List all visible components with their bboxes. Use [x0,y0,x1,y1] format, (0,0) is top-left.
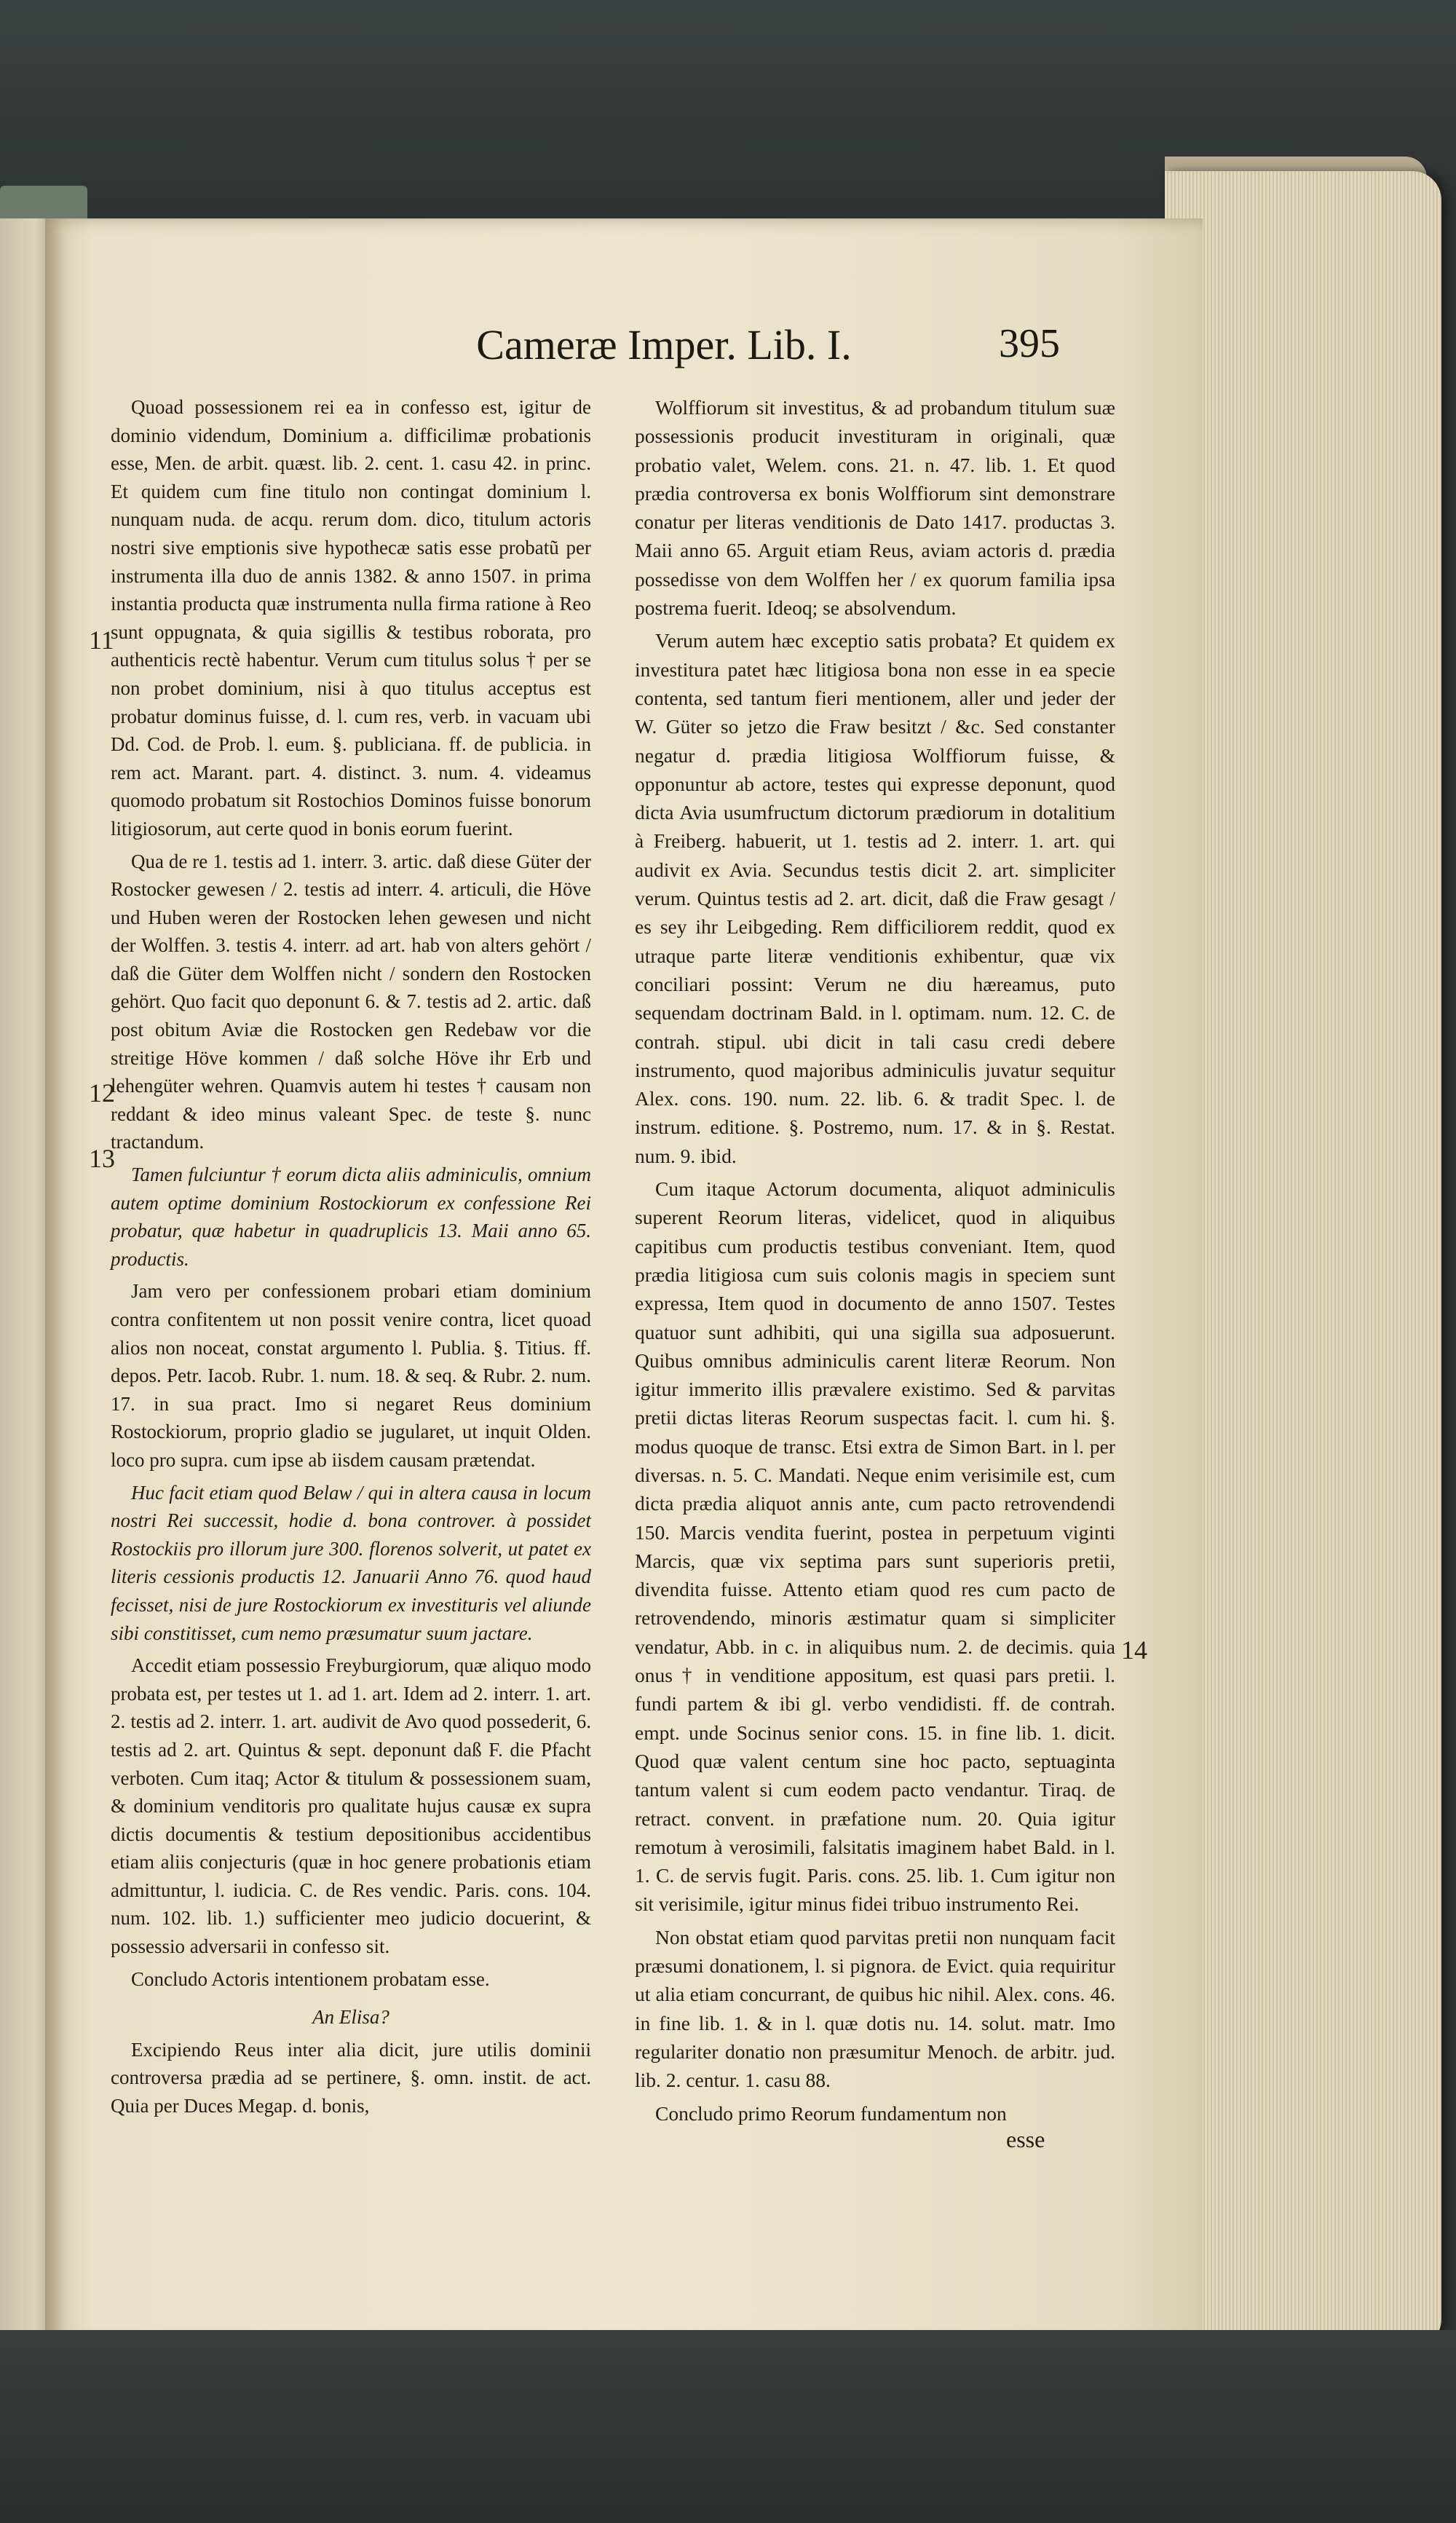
paragraph: Accedit etiam possessio Freyburgiorum, quæ aliquo modo probata est, per testes ut 1. ad 1. art. Idem ad 2. interr. 1. art. 2. testis ad 2. interr. 1. art. audivit de Avo quod possederit, 6. testis ad 2. art. Quintus & sept. deponunt daß F. die Pfacht verboten. Cum itaq; Actor & titulum & possessionem suam, & dominium venditoris pro qualitate hujus causæ ex supra dictis documentis & testium depositionibus accidentibus etiam aliis conjecturis (quæ in hoc genere probationis etiam admittuntur, l. iudicia. C. de Res vendic. Paris. cons. 104. num. 102. lib. 1.) sufficienter meo judicio docuerint, & possessio adversarii in confesso sit. [111,1654,591,1958]
paragraph: Jam vero per confessionem probari etiam dominium contra confitentem ut non possit venire contra, licet quoad alios non noceat, constat argumento l. Publia. §. Titius. ff. depos. Petr. Iacob. Rubr. 1. num. 18. & seq. & Rubr. 2. num. 17. in sua pract. Imo si negaret Reus dominium Rostockiorum, proprio gladio se jugularet, ut inquit Olden. loco pro supra. cum ipse ab iisdem causam prætendat. [111,1280,591,1471]
paragraph: Qua de re 1. testis ad 1. interr. 3. artic. daß diese Güter der Rostocker gewesen / 2. testis ad interr. 4. articuli, die Höve und Huben weren der Rostocken lehen gewesen und nicht der Wolffen. 3. testis 4. interr. ad art. hab von alters gehört / daß die Güter dem Wolffen nicht / sondern den Rostocken gehört. Quo facit quo deponunt 6. & 7. testis ad 2. artic. daß post obitum Aviæ die Rostocken gen Redebaw vor die streitige Höve kommen / daß solche Höve ihr Erb und lehengüter wehren. Quamvis autem hi testes † causam non reddant & ideo minus valeant Spec. de teste §. nunc tractandum. [111,850,591,1153]
left-text-column [111,393,591,2125]
paragraph: Quoad possessionem rei ea in confesso est, igitur de dominio videndum, Dominium a. difficilimæ probationis esse, Men. de arbit. quæst. lib. 2. cent. 1. casu 42. in princ. Et quidem cum fine titulo non contingat dominium l. nunquam nuda. de acqu. rerum dom. dico, titulum actoris nostri sive emptionis sive hypothecæ satis esse probatũ per instrumenta illa duo de annis 1382. & anno 1507. in prima instantia producta quæ instrumenta nulla firma ratione à Reo sunt oppugnata, & quia sigillis & testibus roborata, pro authenticis rectè habentur. Verum cum titulus solus † per se non probet dominium, nisi à quo titulus acceptus est probatur dominus fuisse, d. l. cum res, verb. in vacuam ubi Dd. Cod. de Prob. l. eum. §. publiciana. ff. de publicia. in rem act. Marant. part. 4. distinct. 3. num. 4. videamus quomodo probatum sit Rostochios Dominos fuisse bonorum litigiosorum, aut certe quod in bonis eorum fuerint. [111,396,591,840]
paragraph: Verum autem hæc exceptio satis probata? Et quidem ex investitura patet hæc litigiosa bona non esse in ea specie contenta, sed tantum fieri mentionem, aller und jeder der W. Güter so jetzo die Fraw besitzt / &c. Sed constanter negatur d. prædia litigiosa Wolffiorum fuisse, & opponuntur ab actore, testes qui expresse deponunt, quod dicta Avia usumfructum dictorum prædiorum in dotalitium à Freiberg. habuerit, ut 1. testis ad 2. interr. 1. art. qui audivit ex Avia. Secundus testis dicit 2. art. simpliciter verum. Quintus testis ad 2. art. dicit, daß die Fraw gesagt / es sey ihr Leibgeding. Rem difficiliorem reddit, quod ex utraque parte literæ venditionis exhibentur, quæ vix conciliari possint: Verum ne diu hæreamus, puto sequendam doctrinam Bald. in l. optimam. num. 12. C. de contrah. stipul. ubi dicit in tali casu credi debere instrumento, quod majoribus adminiculis juvatur sequitur Alex. cons. 190. num. 22. lib. 6. & tradit Spec. l. de instrum. editione. §. Postremo, num. 17. & in §. Restat. num. 9. ibid. [635,629,1115,1167]
background-bottom [0,2330,1456,2523]
paragraph: Concludo primo Reorum fundamentum non [655,2101,1007,2125]
paragraph: Cum itaque Actorum documenta, aliquot adminiculis superent Reorum literas, videlicet, quod in aliquibus capitibus cum productis testibus conveniant. Item, quod prædia litigiosa cum suis colonis magis in speciem sunt expressa, Item quod in documento de anno 1507. Testes quatuor sunt adhibiti, qui una sigilla sua adposuerunt. Quibus omnibus adminiculis carent literæ Reorum. Non igitur immerito illis prævalere existimo. Sed & parvitas pretii dictas literas Reorum suspectas facit. l. cum hi. §. modus quoque de transc. Etsi extra de Simon Bart. in l. per diversas. n. 5. C. Mandati. Neque enim verisimile est, cum dicta prædia aliquot annis ante, cum pacto retrovendendi 150. Marcis vendita fuerint, postea in perpetuum viginti Marcis, quæ vix septima pars sunt superioris pretii, divendita fuisse. Attento etiam quod res cum pacto de retrovendendo, minoris æstimatur quam si simpliciter vendatur, Abb. in c. in aliquibus num. 2. de decimis. quia onus † in venditione appositum, est quasi pars pretii. l. fundi partem & ibi gl. verbo vendidisti. ff. de contrah. empt. unde Socinus senior cons. 15. in fine lib. 1. dicit. Quod quæ valent centum sine hoc pacto, septuaginta tantum valent si cum eodem pacto vendantur. Tiraq. de retract. convent. in præfatione num. 20. Quia igitur remotum à verosimili, falsitatis imaginem habet Bald. in l. 1. C. de servis fugit. Paris. cons. 25. lib. 1. Cum igitur non sit verisimile, igitur minus fidei tribuo instrumento Rei. [635,1177,1115,1916]
paragraph: An Elisa? [312,2006,389,2029]
paragraph: Excipiendo Reus inter alia dicit, jure utilis dominii controversa prædia ad se pertinere, §. omn. instit. de act. Quia per Duces Megap. d. bonis, [111,2038,591,2117]
right-text-column [635,393,1115,2132]
left-page-edge [0,218,51,2345]
paragraph: Wolffiorum sit investitus, & ad probandum titulum suæ possessionis producit investituram in originali, quæ probatio valet, Welem. cons. 21. n. 47. lib. 1. Et quod prædia controversa ex bonis Wolffiorum sint demonstrare conatur per literas venditionis de Dato 1417. productas 3. Maii anno 65. Arguit etiam Reus, aviam actoris d. prædia possedisse von dem Wolffen her / ex quorum familia ipsa postrema fuerit. Ideoq; se absolvendum. [635,396,1115,620]
catchword: esse [1006,2126,1045,2152]
margin-note-11: 11 [89,625,114,655]
page-number: 395 [999,321,1060,366]
book-page [45,218,1203,2345]
margin-note-12: 12 [89,1078,115,1107]
paragraph: Non obstat etiam quod parvitas pretii non nunquam facit præsumi donationem, l. si pignora. de Evict. quia requiritur ut alia etiam concurrant, de quibus hic nihil. Alex. cons. 46. in fine lib. 1. & in l. quæ dotis nu. 14. solut. matr. Imo regulariter donatio non præsumitur Menoch. de arbitr. jud. lib. 2. centur. 1. casu 88. [635,1925,1115,2092]
paragraph: Huc facit etiam quod Belaw / qui in altera causa in locum nostri Rei successit, hodie d. bona controver. à possidet Rostockiis pro illorum jure 300. florenos solverit, ut patet ex literis cessionis productis 12. Januarii Anno 76. quod haud fecisset, nisi de jure Rostockiorum ex investituris vel aliunde sibi constitisset, cum nemo præsumatur suum jactare. [111,1481,591,1644]
paragraph: Concludo Actoris intentionem probatam esse. [131,1967,490,1990]
page-block-edges [1165,171,1441,2348]
paragraph: Tamen fulciuntur † eorum dicta aliis adminiculis, omnium autem optime dominium Rostockiorum ex confessione Rei probatur, quæ habetur in quadruplicis 13. Maii anno 65. productis. [111,1164,591,1270]
margin-note-13: 13 [89,1144,115,1173]
page-header [45,320,1203,379]
running-title: Cameræ Imper. Lib. I. [476,321,852,368]
margin-note-14: 14 [1121,1635,1147,1665]
